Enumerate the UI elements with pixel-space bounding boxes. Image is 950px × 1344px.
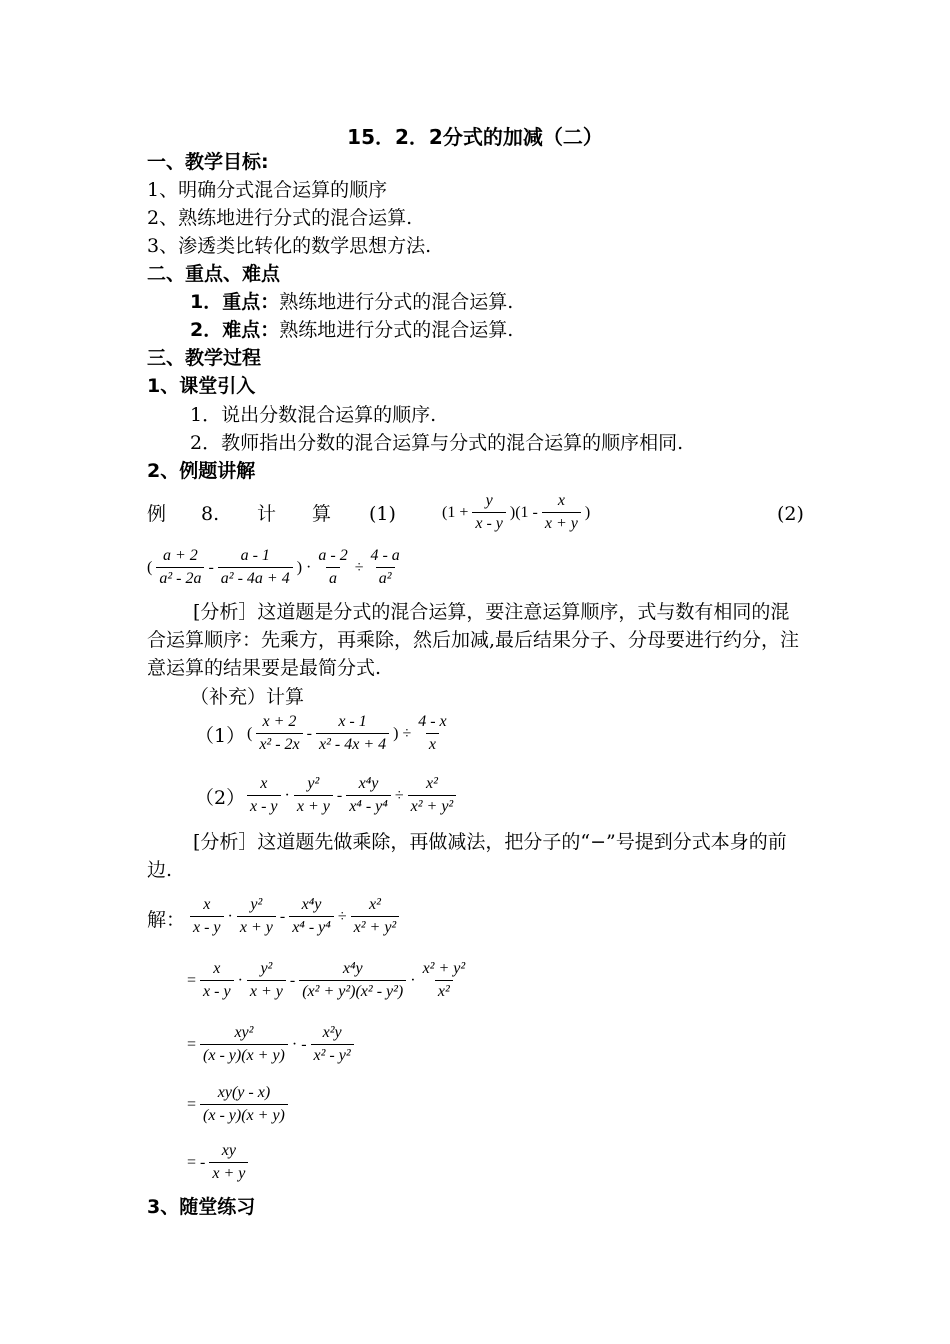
formula-example-1: (1 + $\frac{y}{x - y}$ )(1 - $\frac{x}{x + y}$ ) [440, 490, 592, 535]
intro-item: 1．说出分数混合运算的顺序. [190, 404, 437, 426]
section3-heading: 三、教学过程 [147, 347, 262, 369]
supplement-2-label: （2） [195, 787, 246, 809]
solution-step-1: = $\frac{x}{x - y}$ · $\frac{\text{y²}}{x + y}$ - $\frac{\text{x⁴y}}{\text{(x² + y²)(x² - y²)}}$ · $\frac{\text{x² + y²}}{\text{x²}}$ [185, 958, 470, 1003]
difficult-point [190, 316, 513, 344]
supplement-1-label: （1） [195, 725, 246, 747]
difficult-point-label: 2．难点： [190, 319, 280, 341]
practice-heading: 3、随堂练习 [147, 1196, 256, 1218]
key-point-text: 熟练地进行分式的混合运算. [279, 291, 514, 313]
objective-item: 1、明确分式混合运算的顺序 [147, 179, 388, 201]
difficult-point-text: 熟练地进行分式的混合运算. [279, 319, 514, 341]
supplement-heading: （补充）计算 [190, 686, 305, 708]
solution-step-2: = $\frac{\text{xy²}}{(x - y)(x + y)}$ · - $\frac{\text{x²y}}{\text{x² - y²}}$ [185, 1022, 356, 1067]
analysis-paragraph-1: [分析］这道题是分式的混合运算，要注意运算顺序，式与数有相同的混合运算顺序：先乘方，再乘除，然后加减,最后结果分子、分母要进行约分，注意运算的结果要是最简分式. [147, 601, 800, 679]
solution-label: 解： [147, 909, 186, 931]
formula-supplement-2: $\frac{x}{x - y}$ · $\frac{\text{y²}}{x + y}$ - $\frac{\text{x⁴y}}{\text{x⁴ - y⁴}}$ ÷ $\frac{\text{x²}}{\text{x² + y²}}$ [245, 773, 458, 818]
formula-example-2: ( $\frac{a + 2}{\text{a² - 2a}}$ - $\frac{a - 1}{\text{a² - 4a + 4}}$ ) · $\frac{a - 2}{a}$ ÷ $\frac{4 - a}{\text{a²}}$ [145, 545, 405, 590]
example-word: (1) [369, 503, 396, 525]
section2-heading: 二、重点、难点 [147, 263, 281, 285]
solution-step-0: $\frac{x}{x - y}$ · $\frac{\text{y²}}{x + y}$ - $\frac{\text{x⁴y}}{\text{x⁴ - y⁴}}$ ÷ $\frac{\text{x²}}{\text{x² + y²}}$ [188, 894, 401, 939]
analysis-paragraph-2: [分析］这道题先做乘除，再做减法，把分子的“−”号提到分式本身的前边. [147, 831, 787, 881]
objective-item: 2、熟练地进行分式的混合运算. [147, 207, 413, 229]
key-point [190, 288, 513, 316]
section1-heading: 一、教学目标: [147, 151, 269, 173]
objective-item: 3、渗透类比转化的数学思想方法. [147, 235, 432, 257]
example-word: 例 [147, 503, 167, 525]
example-word: 计 [257, 503, 277, 525]
example-word: 算 [312, 503, 332, 525]
page-title: 15．2．2分式的加减（二） [347, 125, 603, 149]
example-word: (2) [777, 503, 804, 525]
key-point-label: 1．重点： [190, 291, 280, 313]
classroom-intro-heading: 1、课堂引入 [147, 375, 256, 397]
example-word: 8. [201, 503, 220, 525]
solution-step-3: = $\frac{xy(y - x)}{(x - y)(x + y)}$ [185, 1082, 290, 1127]
example-heading: 2、例题讲解 [147, 460, 256, 482]
solution-step-4: = - $\frac{xy}{x + y}$ [185, 1140, 250, 1185]
intro-item: 2．教师指出分数的混合运算与分式的混合运算的顺序相同. [190, 432, 684, 454]
formula-supplement-1: ( $\frac{x + 2}{\text{x² - 2x}}$ - $\frac{x - 1}{\text{x² - 4x + 4}}$ ) ÷ $\frac{4 - x}{x}$ [245, 711, 452, 756]
